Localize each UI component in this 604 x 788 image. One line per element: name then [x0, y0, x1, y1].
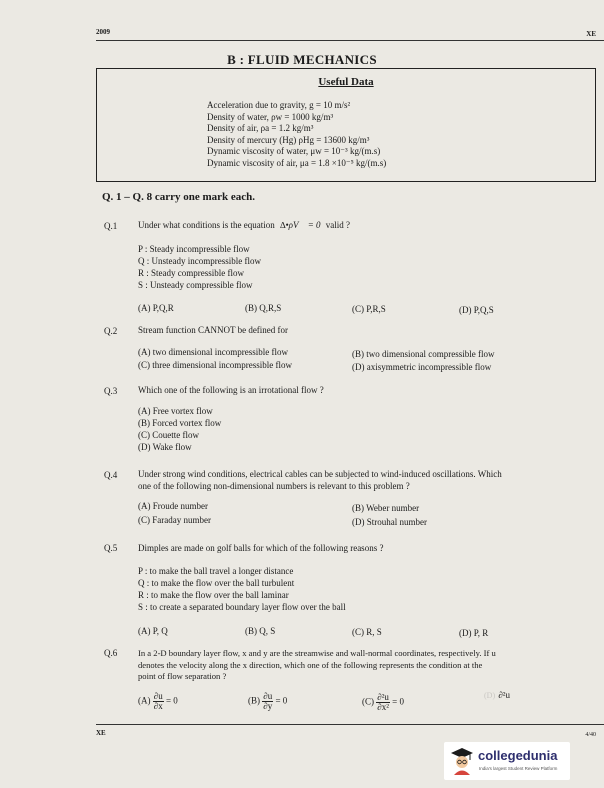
- q1-statement: S : Unsteady compressible flow: [138, 280, 253, 290]
- q5-option-c[interactable]: (C) R, S: [352, 627, 382, 637]
- q6-option-fraction: [153, 692, 164, 711]
- useful-data-line: Density of mercury (Hg) ρHg = 13600 kg/m³: [207, 134, 370, 145]
- q3-option-c[interactable]: (C) Couette flow: [138, 430, 199, 440]
- q1-option-a[interactable]: (A) P,Q,R: [138, 303, 174, 313]
- q1-option-d[interactable]: (D) P,Q,S: [459, 305, 494, 315]
- fraction-denominator: ∂y: [263, 701, 273, 711]
- fraction-denominator: ∂x²: [377, 702, 389, 712]
- q5-statement: P : to make the ball travel a longer distance: [138, 566, 294, 576]
- footer-divider: [96, 724, 604, 725]
- q1-statement: P : Steady incompressible flow: [138, 244, 250, 254]
- q6-number: Q.6: [104, 648, 118, 658]
- q5-option-a[interactable]: (A) P, Q: [138, 626, 168, 636]
- q4-text-line: Under strong wind conditions, electrical cables can be subjected to wind-induced oscillations. Which: [138, 469, 502, 479]
- q2-number: Q.2: [104, 326, 118, 336]
- q4-option-a[interactable]: (A) Froude number: [138, 501, 208, 511]
- fraction-denominator: ∂x: [153, 701, 163, 711]
- q6-text-line: denotes the velocity along the x direction, which one of the following represents the condition at the: [138, 659, 483, 670]
- q6-option-label: (C): [362, 696, 374, 707]
- q6-option-rhs: = 0: [275, 695, 288, 706]
- q3-text: Which one of the following is an irrotational flow ?: [138, 385, 324, 395]
- useful-data-line: Acceleration due to gravity, g = 10 m/s²: [207, 100, 351, 110]
- useful-data-title: Useful Data: [318, 76, 374, 88]
- q5-number: Q.5: [104, 543, 118, 553]
- q6-option-a[interactable]: [138, 692, 178, 711]
- q6-option-rhs: = 0: [392, 696, 404, 707]
- q2-option-b[interactable]: (B) two dimensional compressible flow: [352, 349, 495, 359]
- q6-option-c[interactable]: [362, 693, 404, 712]
- footer-paper-code: XE: [96, 729, 106, 737]
- fraction-numerator: ∂u: [153, 691, 163, 701]
- q6-option-b[interactable]: [248, 692, 287, 711]
- q6-text-line: point of flow separation ?: [138, 671, 227, 681]
- useful-data-line: Dynamic viscosity of air, μa = 1.8 ×10⁻⁵ kg/(m.s): [207, 157, 387, 168]
- q3-option-b[interactable]: (B) Forced vortex flow: [138, 418, 222, 428]
- q1-option-c[interactable]: (C) P,R,S: [352, 304, 386, 314]
- q1-text-suffix: valid ?: [325, 220, 351, 230]
- q6-option-rhs: = 0: [165, 695, 178, 706]
- q2-option-c[interactable]: (C) three dimensional incompressible flow: [138, 360, 292, 370]
- q4-number: Q.4: [104, 470, 118, 480]
- graduate-avatar-icon: [450, 747, 474, 775]
- header-year: 2009: [96, 28, 110, 36]
- q5-statement: R : to make the flow over the ball laminar: [138, 590, 289, 600]
- q6-option-label: (D): [484, 691, 496, 700]
- q6-text: [138, 648, 598, 683]
- q6-option-fraction: [497, 691, 511, 700]
- q6-option-label: (B): [248, 695, 260, 706]
- q1-equation: ∆•ρV⃗ = 0: [279, 220, 321, 230]
- useful-data-list: [207, 100, 386, 169]
- useful-data-line: Dynamic viscosity of water, μw = 10⁻³ kg/(m.s): [207, 146, 381, 156]
- logo-name: collegedunia: [478, 748, 558, 763]
- q6-option-fraction: [262, 692, 273, 711]
- fraction-numerator: ∂²u: [377, 692, 389, 702]
- q4-text: [138, 469, 598, 492]
- q2-option-a[interactable]: (A) two dimensional incompressible flow: [138, 347, 288, 357]
- q4-option-d[interactable]: (D) Strouhal number: [352, 517, 427, 527]
- q1-number: Q.1: [104, 221, 118, 231]
- useful-data-line: Density of water, ρw = 1000 kg/m³: [207, 111, 334, 122]
- q1-statement: Q : Unsteady incompressible flow: [138, 256, 261, 266]
- q5-statement: S : to create a separated boundary layer flow over the ball: [138, 602, 346, 612]
- q5-statement: Q : to make the flow over the ball turbulent: [138, 578, 295, 588]
- logo-tagline: India's largest Student Review Platform: [479, 766, 558, 771]
- q3-option-d[interactable]: (D) Wake flow: [138, 442, 192, 452]
- q5-statements: [138, 565, 346, 613]
- fraction-numerator: ∂²u: [498, 690, 511, 701]
- useful-data-box: [96, 68, 596, 182]
- q1-text-prefix: Under what conditions is the equation: [138, 220, 275, 230]
- q4-option-c[interactable]: (C) Faraday number: [138, 515, 211, 525]
- q3-options: [138, 405, 221, 453]
- q5-text: Dimples are made on golf balls for which of the following reasons ?: [138, 543, 384, 553]
- q5-option-b[interactable]: (B) Q, S: [245, 626, 276, 636]
- section-title: B : FLUID MECHANICS: [227, 52, 377, 67]
- header-divider: [96, 40, 604, 41]
- q6-option-label: (A): [138, 695, 151, 706]
- q4-option-b[interactable]: (B) Weber number: [352, 503, 420, 513]
- q1-statement: R : Steady compressible flow: [138, 268, 244, 278]
- q1-statements: [138, 243, 261, 291]
- footer-page-number: 4/40: [585, 732, 596, 738]
- q3-number: Q.3: [104, 386, 118, 396]
- q6-option-d[interactable]: [484, 689, 511, 702]
- q6-text-line: In a 2-D boundary layer flow, x and y are the streamwise and wall-normal coordinates, respectively. If u: [138, 648, 496, 658]
- q6-option-fraction: [376, 693, 390, 712]
- q5-option-d[interactable]: (D) P, R: [459, 628, 489, 638]
- fraction-numerator: ∂u: [263, 691, 273, 701]
- collegedunia-logo[interactable]: [444, 742, 570, 780]
- q2-option-d[interactable]: (D) axisymmetric incompressible flow: [352, 362, 492, 372]
- questions-heading: Q. 1 – Q. 8 carry one mark each.: [102, 191, 256, 203]
- q3-option-a[interactable]: (A) Free vortex flow: [138, 406, 213, 416]
- useful-data-line: Density of air, ρa = 1.2 kg/m³: [207, 123, 314, 133]
- q1-option-b[interactable]: (B) Q,R,S: [245, 303, 282, 313]
- q1-text: [138, 220, 350, 232]
- header-paper-code: XE: [586, 30, 596, 38]
- q4-text-line: one of the following non-dimensional numbers is relevant to this problem ?: [138, 480, 410, 491]
- q2-text: Stream function CANNOT be defined for: [138, 325, 289, 335]
